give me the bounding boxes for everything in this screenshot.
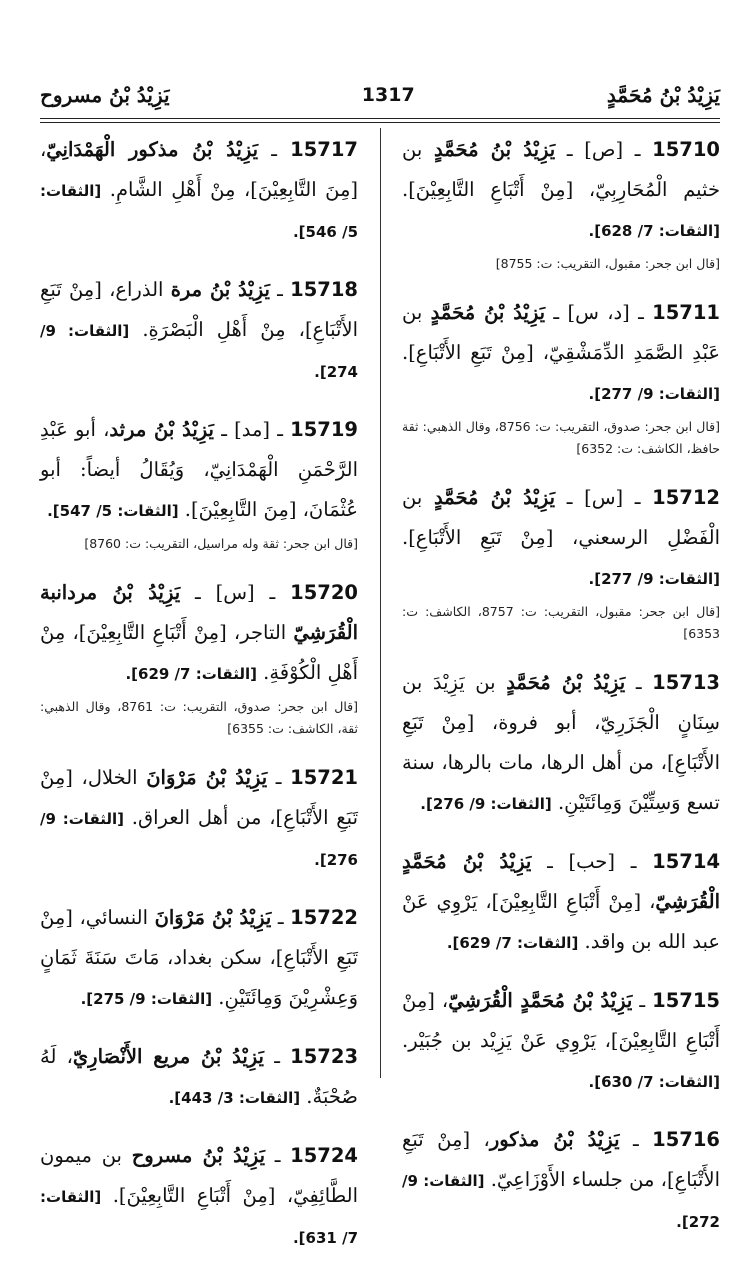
biography-entry xyxy=(402,981,720,1102)
biography-entry xyxy=(40,758,358,880)
entry-number: 15710 xyxy=(652,138,720,161)
entry-code: ـ [س] ـ xyxy=(180,581,291,604)
entry-source: [الثقات: 5/ 546]. xyxy=(40,182,358,241)
entry-description: النسائي، [مِنْ تَبَعِ الأَتْبَاعِ]، سكن بغداد، مَاتَ سَنَةَ ثَمَانٍ وَعِشْرِيْنَ وَمِائَتَيْنِ. xyxy=(40,906,358,1009)
entry-source: [الثقات: 9/ 272]. xyxy=(402,1172,720,1231)
biography-entry xyxy=(40,573,358,740)
biography-entry xyxy=(40,898,358,1019)
entry-source: [الثقات: 7/ 630]. xyxy=(588,1073,720,1091)
entry-note: [قال ابن جحر: مقبول، التقريب: ت: 8757، الكاشف: ت: 6353] xyxy=(402,604,720,641)
entry-text xyxy=(40,1136,358,1258)
entry-source: [الثقات: 7/ 629]. xyxy=(125,665,257,683)
entry-text xyxy=(402,663,720,824)
entry-description: بن خثيم الْمُحَارِبِيّ، [مِنْ أَتْبَاعِ التَّابِعِيْنَ]. xyxy=(402,138,720,201)
entry-number: 15720 xyxy=(290,581,358,604)
biography-entry xyxy=(402,293,720,460)
entry-note: [قال ابن جحر: صدوق، التقريب: ت: 8761، وقال الذهبي: ثقة، الكاشف: ت: 6355] xyxy=(40,699,358,736)
entry-source: [الثقات: 9/ 277]. xyxy=(588,385,720,403)
column-divider xyxy=(380,128,381,1078)
entry-name: يَزِيْدُ بْنُ مُحَمَّدٍ xyxy=(433,486,556,509)
entry-code: ـ xyxy=(632,989,653,1012)
entry-code: ـ [س] ـ xyxy=(555,486,653,509)
entry-name: يَزِيْدُ بْنُ مَرْوَانَ xyxy=(154,906,272,929)
entry-number: 15717 xyxy=(290,138,358,161)
entry-name: يَزِيْدُ بْنُ مَرْوَانَ xyxy=(146,766,268,789)
entry-code: ـ [مد] ـ xyxy=(213,418,291,441)
book-page xyxy=(40,78,721,1247)
entry-code: ـ xyxy=(271,906,291,929)
entry-code: ـ xyxy=(619,1128,653,1151)
entry-description: الخلال، [مِنْ تَبَعِ الأَتْبَاعِ]، من أهل العراق. xyxy=(40,766,358,829)
entry-description: الذراع، [مِنْ تَبَعِ الأَتْبَاعِ]، مِنْ أَهْلِ الْبَصْرَةِ. xyxy=(40,278,358,341)
entry-code: ـ xyxy=(267,766,291,789)
entry-number: 15723 xyxy=(290,1045,359,1068)
entry-name: يَزِيْدُ بْنُ مُحَمَّدٍ xyxy=(506,671,626,694)
entry-text xyxy=(40,410,358,531)
entry-name: يَزِيْدُ بْنُ مريع الأَنْصَارِيّ xyxy=(72,1045,264,1068)
entry-name: يَزِيْدُ بْنُ مُحَمَّدٍ الْقُرَشِيّ xyxy=(402,850,720,913)
page-header xyxy=(40,78,720,112)
entry-number: 15714 xyxy=(652,850,721,873)
entry-code: ـ xyxy=(258,138,291,161)
entry-name: يَزِيْدُ بْنُ مُحَمَّدٍ xyxy=(430,301,546,324)
entry-code: ـ [حب] ـ xyxy=(531,850,653,873)
entry-note: [قال ابن جحر: مقبول، التقريب: ت: 8755] xyxy=(495,256,720,271)
entry-number: 15722 xyxy=(290,906,358,929)
entry-text xyxy=(402,842,720,963)
entry-source: [الثقات: 9/ 277]. xyxy=(588,570,720,588)
entry-source: [الثقات: 7/ 629]. xyxy=(446,934,579,952)
biography-entry xyxy=(40,1136,358,1258)
entry-text xyxy=(40,758,358,880)
entry-description: بن ميمون الطَّائِفِيّ، [مِنْ أَتْبَاعِ التَّابِعِيْنَ]. xyxy=(40,1144,358,1207)
header-rule xyxy=(40,118,720,119)
biography-entry xyxy=(40,410,358,555)
biography-entry xyxy=(402,663,720,824)
entry-description: ، [مِنْ أَتْبَاعِ التَّابِعِيْنَ]، يَرْوِي عَنْ يَزِيْد بن جُبَيْر. xyxy=(402,989,720,1052)
entry-name: يَزِيْدُ بْنُ مسروح xyxy=(131,1144,266,1167)
entry-text xyxy=(40,270,358,392)
entry-description: ، أبو عَبْدِ الرَّحْمَنِ الْهَمْدَانِيّ، وَيُقَالُ أيضاً: أبو عُثْمَانَ، [مِنَ التَّابِعِيْنَ]. xyxy=(40,418,358,521)
header-rule-secondary xyxy=(40,122,720,123)
entry-source: [الثقات: 9/ 276]. xyxy=(40,810,358,869)
entry-source: [الثقات: 7/ 631]. xyxy=(40,1188,358,1247)
biography-entry xyxy=(40,1037,358,1118)
biography-entry xyxy=(402,130,720,275)
biography-entry xyxy=(40,130,358,252)
entry-code: ـ xyxy=(264,1045,291,1068)
entry-text xyxy=(40,130,358,252)
entry-name: يَزِيْدُ بْنُ مذكور xyxy=(489,1128,620,1151)
entry-source: [الثقات: 3/ 443]. xyxy=(168,1089,301,1107)
header-right-title: يَزِيْدُ بْنُ مُحَمَّدٍ xyxy=(606,83,720,107)
entry-description: التاجر، [مِنْ أَتْبَاعِ التَّابِعِيْنَ]، مِنْ أَهْلِ الْكُوْفَةِ. xyxy=(40,621,358,684)
page-number: 1317 xyxy=(361,84,415,106)
entry-code: ـ [د، س] ـ xyxy=(545,301,653,324)
biography-entry xyxy=(402,478,720,645)
entry-text xyxy=(402,293,720,414)
entry-number: 15719 xyxy=(290,418,358,441)
entry-name: يَزِيْدُ بْنُ مُحَمَّدٍ xyxy=(433,138,556,161)
entry-number: 15721 xyxy=(290,766,358,789)
entry-note: [قال ابن جحر: ثقة وله مراسيل، التقريب: ت: 8760] xyxy=(84,536,358,551)
entry-number: 15711 xyxy=(652,301,720,324)
entry-description: ، [مِنْ أَتْبَاعِ التَّابِعِيْنَ]، يَرْوِي عَنْ عبد الله بن واقد. xyxy=(402,890,720,953)
entry-description: ، [مِنْ تَبَعِ الأَتْبَاعِ]، من جلساء الأَوْزَاعِيّ. xyxy=(402,1128,720,1191)
entry-source: [الثقات: 9/ 275]. xyxy=(80,990,213,1008)
entry-description: بن عَبْدِ الصَّمَدِ الدِّمَشْقِيّ، [مِنْ تَبَعِ الأَتْبَاعِ]. xyxy=(402,301,720,364)
entry-description: بن يَزِيْدَ بن سِنَانٍ الْجَزَرِيّ، أبو فروة، [مِنْ تَبَعِ الأَتْبَاعِ]، من أهل الرها، مات بالرها، سنة تسع وَسِتِّيْنَ وَمِائَتَيْنِ. xyxy=(402,671,720,814)
entry-code: ـ xyxy=(269,278,291,301)
entry-text xyxy=(402,478,720,599)
entry-note: [قال ابن جحر: صدوق، التقريب: ت: 8756، وقال الذهبي: ثقة حافظ، الكاشف: ت: 6352] xyxy=(402,419,720,456)
entry-description: بن الْفَضْلِ الرسعني، [مِنْ تَبَعِ الأَتْبَاعِ]. xyxy=(402,486,720,549)
entry-code: ـ xyxy=(265,1144,291,1167)
entry-source: [الثقات: 9/ 274]. xyxy=(40,322,358,381)
entry-description: ، [مِنَ التَّابِعِيْنَ]، مِنْ أَهْلِ الشَّامِ. xyxy=(40,138,358,201)
left-column xyxy=(40,130,358,1276)
entry-text xyxy=(40,1037,358,1118)
entry-code: ـ [ص] ـ xyxy=(555,138,653,161)
entry-source: [الثقات: 9/ 276]. xyxy=(420,795,552,813)
entry-number: 15713 xyxy=(652,671,720,694)
entry-name: يَزِيْدُ بْنُ مُحَمَّدٍ الْقُرَشِيّ xyxy=(448,989,633,1012)
entry-number: 15718 xyxy=(290,278,358,301)
entry-source: [الثقات: 7/ 628]. xyxy=(588,222,720,240)
entry-text xyxy=(402,130,720,251)
entry-number: 15716 xyxy=(652,1128,720,1151)
entry-text xyxy=(402,981,720,1102)
entry-name: يَزِيْدُ بْنُ مرة xyxy=(170,278,270,301)
entry-text xyxy=(40,898,358,1019)
entry-name: يَزِيْدُ بْنُ مردانبة الْقُرَشِيّ xyxy=(40,581,358,644)
entry-name: يَزِيْدُ بْنُ مذكور الْهَمْدَانِيّ xyxy=(46,138,259,161)
entry-text xyxy=(402,1120,720,1242)
biography-entry xyxy=(40,270,358,392)
entry-number: 15715 xyxy=(652,989,720,1012)
entry-code: ـ xyxy=(625,671,653,694)
entry-number: 15712 xyxy=(652,486,720,509)
entry-description: ، لَهُ صُحْبَةٌ. xyxy=(40,1045,358,1108)
entry-text xyxy=(40,573,358,694)
entry-source: [الثقات: 5/ 547]. xyxy=(47,502,179,520)
entry-name: يَزِيْدُ بْنُ مرثد xyxy=(109,418,214,441)
entry-number: 15724 xyxy=(290,1144,358,1167)
biography-entry xyxy=(402,842,720,963)
header-left-title: يَزِيْدُ بْنُ مسروح xyxy=(40,83,170,107)
biography-entry xyxy=(402,1120,720,1242)
right-column xyxy=(402,130,720,1260)
